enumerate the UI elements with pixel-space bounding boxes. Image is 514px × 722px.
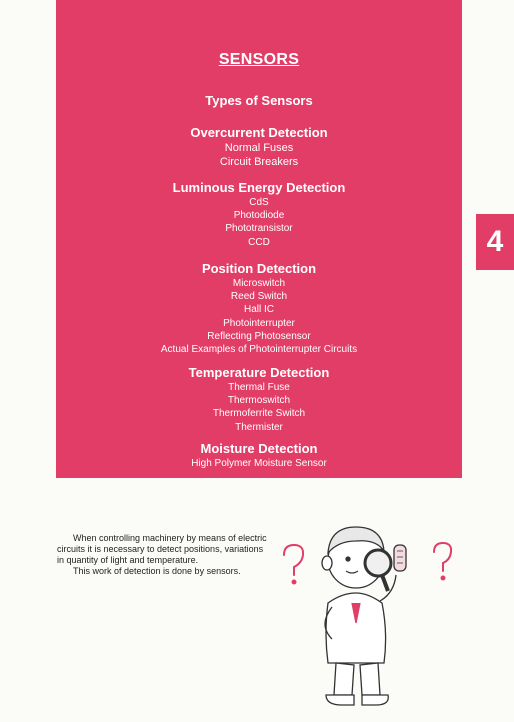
description-paragraph: This work of detection is done by sensors. [73, 566, 241, 576]
section-item: High Polymer Moisture Sensor [191, 458, 327, 469]
section-item: Normal Fuses [224, 142, 294, 154]
section-item: Photointerrupter [223, 317, 295, 329]
chapter-tab: 4 [476, 214, 514, 270]
section-item: Circuit Breakers [219, 156, 299, 168]
section-item: Reflecting Photosensor [207, 330, 311, 342]
section-heading: Temperature Detection [188, 365, 330, 380]
section-item: CdS [249, 197, 269, 208]
section-heading: Overcurrent Detection [190, 125, 328, 140]
description-paragraph: When controlling machinery by means of electric circuits it is necessary to detect positions, variations in quantity of light and temperature. [57, 533, 267, 565]
section-moisture [56, 441, 462, 470]
section-heading: Luminous Energy Detection [172, 180, 346, 195]
section-item: CCD [248, 236, 270, 248]
question-mark-left-icon [284, 545, 303, 584]
section-luminous [56, 180, 462, 249]
section-overcurrent [56, 125, 462, 169]
section-temperature [56, 365, 462, 434]
section-item: Thermal Fuse [228, 382, 290, 393]
section-item: Hall IC [243, 304, 274, 316]
section-heading: Position Detection [201, 261, 317, 276]
section-item: Phototransistor [225, 223, 293, 235]
person-figure [322, 527, 406, 705]
page-title: SENSORS [218, 51, 300, 68]
section-item: Microswitch [232, 278, 286, 289]
man-with-magnifier-illustration [276, 505, 476, 710]
sensor-list-panel [56, 0, 462, 478]
section-item: Thermoferrite Switch [212, 408, 306, 420]
page-subtitle: Types of Sensors [205, 93, 313, 108]
question-mark-right-icon [434, 543, 451, 580]
description-text [57, 533, 267, 577]
section-item: Thermoswitch [227, 395, 291, 407]
section-item: Thermister [235, 421, 283, 433]
section-heading: Moisture Detection [200, 441, 318, 456]
section-item: Actual Examples of Photointerrupter Circuits [160, 344, 358, 356]
section-item: Reed Switch [230, 291, 288, 303]
section-item: Photodiode [233, 210, 285, 222]
section-position [56, 261, 462, 356]
